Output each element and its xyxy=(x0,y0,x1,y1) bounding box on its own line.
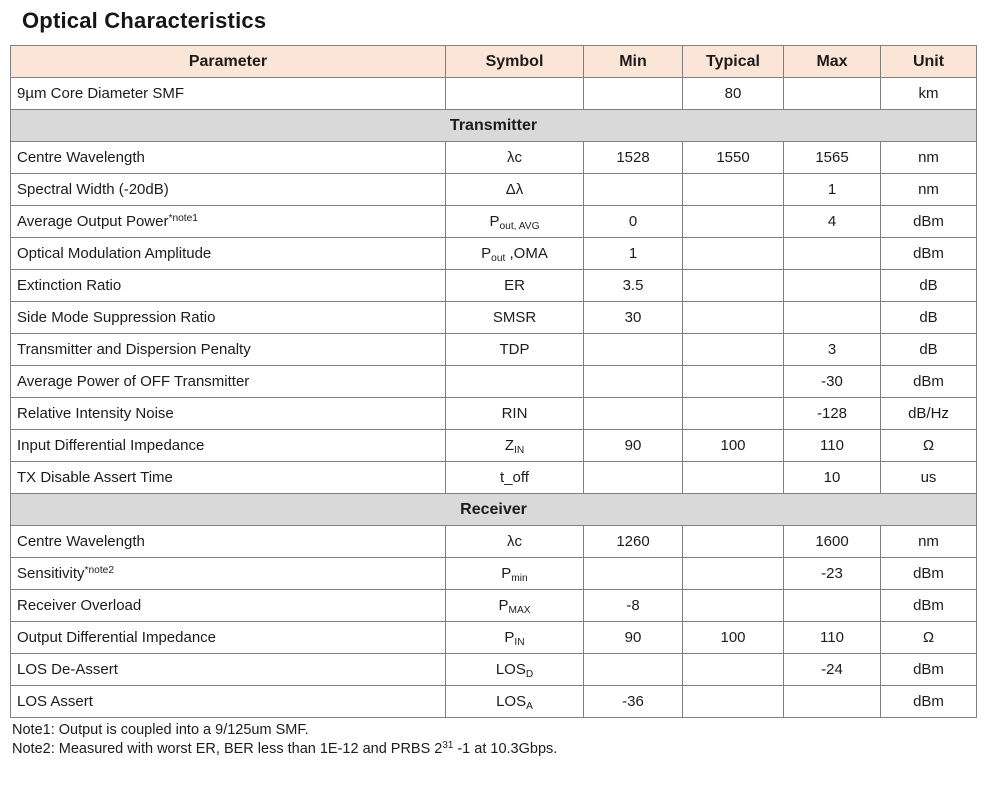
note: Note1: Output is coupled into a 9/125um SMF. xyxy=(12,722,309,738)
min-cell xyxy=(584,174,683,206)
symbol-cell: $P_{min}$ xyxy=(446,558,584,590)
column-header-min: Min xyxy=(584,46,683,78)
unit-cell: dBm xyxy=(881,686,977,718)
column-header-max: Max xyxy=(784,46,881,78)
parameter-cell: Average Power of OFF Transmitter xyxy=(11,366,446,398)
max-cell xyxy=(784,270,881,302)
min-cell: 30 xyxy=(584,302,683,334)
typical-cell xyxy=(683,206,784,238)
unit-cell: km xyxy=(881,78,977,110)
unit-cell: us xyxy=(881,462,977,494)
parameter-cell: Centre Wavelength xyxy=(11,526,446,558)
symbol-cell: $P_{IN}$ xyxy=(446,622,584,654)
table-row xyxy=(11,334,977,366)
typical-cell xyxy=(683,686,784,718)
table-row xyxy=(11,654,977,686)
table-row xyxy=(11,590,977,622)
max-cell: -24 xyxy=(784,654,881,686)
max-cell: 10 xyxy=(784,462,881,494)
min-cell xyxy=(584,558,683,590)
max-cell: 1600 xyxy=(784,526,881,558)
symbol-cell xyxy=(446,366,584,398)
min-cell: 1 xyxy=(584,238,683,270)
symbol-cell: $Z_{IN}$ xyxy=(446,430,584,462)
max-cell: -128 xyxy=(784,398,881,430)
parameter-cell: 9µm Core Diameter SMF xyxy=(11,78,446,110)
typical-cell xyxy=(683,174,784,206)
symbol-cell: t_off xyxy=(446,462,584,494)
table-row xyxy=(11,302,977,334)
typical-cell xyxy=(683,398,784,430)
table-body xyxy=(11,78,977,718)
notes-block xyxy=(12,721,987,759)
parameter-cell: Spectral Width (-20dB) xyxy=(11,174,446,206)
min-cell: -36 xyxy=(584,686,683,718)
max-cell: 1 xyxy=(784,174,881,206)
unit-cell: dB xyxy=(881,270,977,302)
symbol-cell: $P_{out, AVG}$ xyxy=(446,206,584,238)
parameter-cell: TX Disable Assert Time xyxy=(11,462,446,494)
symbol-cell: $P_{out}$ ,OMA xyxy=(446,238,584,270)
typical-cell xyxy=(683,558,784,590)
typical-cell: 1550 xyxy=(683,142,784,174)
optical-characteristics-table xyxy=(10,45,977,718)
max-cell: -23 xyxy=(784,558,881,590)
column-header-unit: Unit xyxy=(881,46,977,78)
parameter-cell: Extinction Ratio xyxy=(11,270,446,302)
max-cell xyxy=(784,78,881,110)
unit-cell: dBm xyxy=(881,558,977,590)
unit-cell: nm xyxy=(881,174,977,206)
unit-cell: dBm xyxy=(881,654,977,686)
parameter-cell: Output Differential Impedance xyxy=(11,622,446,654)
table-row xyxy=(11,366,977,398)
unit-cell: dB xyxy=(881,334,977,366)
min-cell xyxy=(584,366,683,398)
parameter-cell: LOS De-Assert xyxy=(11,654,446,686)
symbol-cell: $LOS_D$ xyxy=(446,654,584,686)
column-header-parameter: Parameter xyxy=(11,46,446,78)
table-row xyxy=(11,238,977,270)
parameter-cell: Centre Wavelength xyxy=(11,142,446,174)
symbol-cell: λc xyxy=(446,526,584,558)
unit-cell: nm xyxy=(881,142,977,174)
max-cell: -30 xyxy=(784,366,881,398)
symbol-cell: $LOS_A$ xyxy=(446,686,584,718)
parameter-cell: Sensitivity$^{*note2}$ xyxy=(11,558,446,590)
table-row xyxy=(11,558,977,590)
note: Note2: Measured with worst ER, BER less than 1E-12 and PRBS $2^{31}$ -1 at 10.3Gbps. xyxy=(12,740,558,757)
column-header-typical: Typical xyxy=(683,46,784,78)
max-cell xyxy=(784,238,881,270)
unit-cell: Ω xyxy=(881,430,977,462)
section-row xyxy=(11,110,977,142)
symbol-cell: SMSR xyxy=(446,302,584,334)
max-cell: 1565 xyxy=(784,142,881,174)
max-cell xyxy=(784,686,881,718)
section-row xyxy=(11,494,977,526)
min-cell: 90 xyxy=(584,622,683,654)
max-cell: 110 xyxy=(784,622,881,654)
max-cell: 110 xyxy=(784,430,881,462)
min-cell xyxy=(584,78,683,110)
parameter-cell: Transmitter and Dispersion Penalty xyxy=(11,334,446,366)
table-header-row xyxy=(11,46,977,78)
table-row xyxy=(11,430,977,462)
unit-cell: dBm xyxy=(881,590,977,622)
table-row xyxy=(11,462,977,494)
typical-cell: 100 xyxy=(683,430,784,462)
unit-cell: dBm xyxy=(881,366,977,398)
unit-cell: dBm xyxy=(881,238,977,270)
parameter-cell: Receiver Overload xyxy=(11,590,446,622)
typical-cell xyxy=(683,302,784,334)
max-cell: 4 xyxy=(784,206,881,238)
typical-cell xyxy=(683,654,784,686)
min-cell xyxy=(584,334,683,366)
table-row xyxy=(11,526,977,558)
parameter-cell: LOS Assert xyxy=(11,686,446,718)
typical-cell xyxy=(683,270,784,302)
column-header-symbol: Symbol xyxy=(446,46,584,78)
symbol-cell: TDP xyxy=(446,334,584,366)
min-cell: 0 xyxy=(584,206,683,238)
parameter-cell: Input Differential Impedance xyxy=(11,430,446,462)
table-row xyxy=(11,622,977,654)
unit-cell: nm xyxy=(881,526,977,558)
typical-cell xyxy=(683,462,784,494)
table-row xyxy=(11,142,977,174)
table-row xyxy=(11,270,977,302)
symbol-cell xyxy=(446,78,584,110)
min-cell xyxy=(584,462,683,494)
table-row xyxy=(11,78,977,110)
unit-cell: dB/Hz xyxy=(881,398,977,430)
typical-cell xyxy=(683,590,784,622)
typical-cell: 80 xyxy=(683,78,784,110)
max-cell xyxy=(784,590,881,622)
unit-cell: dBm xyxy=(881,206,977,238)
table-row xyxy=(11,686,977,718)
table-row xyxy=(11,206,977,238)
typical-cell xyxy=(683,334,784,366)
parameter-cell: Optical Modulation Amplitude xyxy=(11,238,446,270)
min-cell xyxy=(584,654,683,686)
symbol-cell: λc xyxy=(446,142,584,174)
symbol-cell: RIN xyxy=(446,398,584,430)
min-cell: 1528 xyxy=(584,142,683,174)
max-cell xyxy=(784,302,881,334)
typical-cell xyxy=(683,366,784,398)
parameter-cell: Average Output Power$^{*note1}$ xyxy=(11,206,446,238)
symbol-cell: Δλ xyxy=(446,174,584,206)
typical-cell: 100 xyxy=(683,622,784,654)
min-cell: -8 xyxy=(584,590,683,622)
typical-cell xyxy=(683,526,784,558)
section-label: Receiver xyxy=(11,494,977,526)
table-row xyxy=(11,398,977,430)
min-cell: 1260 xyxy=(584,526,683,558)
unit-cell: Ω xyxy=(881,622,977,654)
symbol-cell: ER xyxy=(446,270,584,302)
page-title: Optical Characteristics xyxy=(22,8,267,33)
parameter-cell: Side Mode Suppression Ratio xyxy=(11,302,446,334)
unit-cell: dB xyxy=(881,302,977,334)
section-label: Transmitter xyxy=(11,110,977,142)
min-cell xyxy=(584,398,683,430)
typical-cell xyxy=(683,238,784,270)
table-row xyxy=(11,174,977,206)
symbol-cell: $P_{MAX}$ xyxy=(446,590,584,622)
parameter-cell: Relative Intensity Noise xyxy=(11,398,446,430)
min-cell: 90 xyxy=(584,430,683,462)
max-cell: 3 xyxy=(784,334,881,366)
min-cell: 3.5 xyxy=(584,270,683,302)
